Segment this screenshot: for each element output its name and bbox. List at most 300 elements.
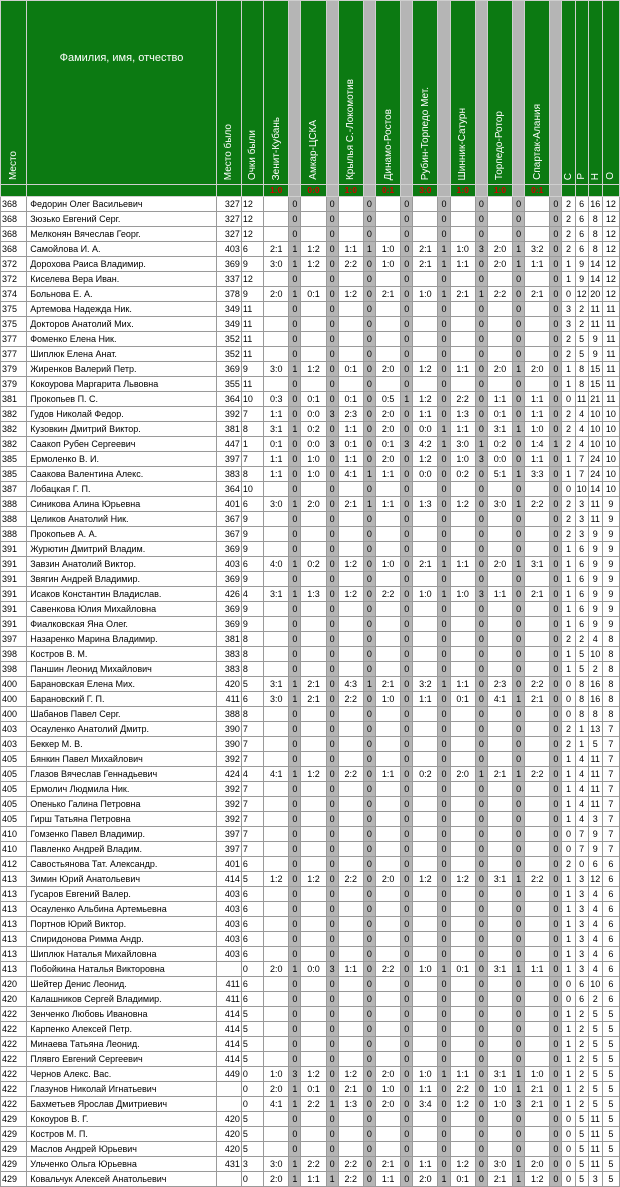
name-cell: Прокопьев А. А. [27, 527, 217, 542]
forecast-points-cell: 0 [289, 227, 301, 242]
forecast-points-cell: 1 [401, 392, 413, 407]
forecast-points-cell: 0 [289, 632, 301, 647]
forecast-points-cell: 0 [438, 527, 450, 542]
stat-cell: 2 [562, 242, 575, 257]
forecast-points-cell: 0 [475, 947, 487, 962]
name-cell: Фиалковская Яна Олег. [27, 617, 217, 632]
forecast-cell: 0:1 [487, 407, 512, 422]
stat-cell: 5 [602, 1127, 619, 1142]
forecast-points-cell: 1 [289, 362, 301, 377]
prev-place-cell: 403 [216, 242, 241, 257]
forecast-cell: 0:2 [301, 422, 326, 437]
forecast-cell: 3:1 [487, 422, 512, 437]
forecast-cell [413, 842, 438, 857]
forecast-cell [413, 482, 438, 497]
stat-cell: 5 [602, 1112, 619, 1127]
forecast-points-cell: 0 [401, 707, 413, 722]
prev-place-cell: 364 [216, 392, 241, 407]
stat-cell: 7 [602, 767, 619, 782]
stat-cell: 2 [575, 1082, 588, 1097]
forecast-cell: 3:1 [487, 962, 512, 977]
col-prev-points [241, 1, 263, 185]
prev-points-cell: 11 [241, 347, 263, 362]
forecast-cell: 1:2 [338, 587, 363, 602]
stat-cell: 6 [602, 887, 619, 902]
table-row [1, 872, 620, 887]
stat-cell: 1 [562, 1067, 575, 1082]
forecast-points-cell: 0 [289, 932, 301, 947]
forecast-points-cell: 1 [289, 587, 301, 602]
col-match-points [289, 1, 301, 185]
forecast-points-cell: 0 [438, 377, 450, 392]
forecast-cell [525, 1112, 550, 1127]
forecast-points-cell: 0 [289, 437, 301, 452]
forecast-points-cell: 0 [401, 827, 413, 842]
forecast-cell [375, 197, 400, 212]
prev-points-cell: 11 [241, 302, 263, 317]
forecast-points-cell: 0 [475, 332, 487, 347]
forecast-points-cell: 0 [326, 617, 338, 632]
forecast-cell [450, 722, 475, 737]
forecast-points-cell: 0 [550, 1112, 562, 1127]
forecast-points-cell: 0 [363, 512, 375, 527]
stat-cell: 11 [588, 512, 602, 527]
prev-points-cell: 6 [241, 902, 263, 917]
forecast-cell [413, 917, 438, 932]
table-row [1, 692, 620, 707]
forecast-points-cell: 0 [475, 497, 487, 512]
table-row [1, 887, 620, 902]
prev-points-cell: 3 [241, 1157, 263, 1172]
forecast-points-cell: 0 [363, 602, 375, 617]
forecast-points-cell: 0 [550, 287, 562, 302]
prev-place-cell: 420 [216, 1142, 241, 1157]
forecast-cell: 2:0 [375, 1067, 400, 1082]
stat-cell: 1 [562, 782, 575, 797]
place-cell: 422 [1, 1082, 27, 1097]
forecast-points-cell: 0 [326, 677, 338, 692]
forecast-cell: 4:1 [264, 767, 289, 782]
forecast-cell [375, 1037, 400, 1052]
prev-place-cell: 349 [216, 317, 241, 332]
results-spacer [602, 185, 619, 197]
stat-cell: 10 [588, 977, 602, 992]
forecast-points-cell: 0 [363, 827, 375, 842]
forecast-points-cell: 0 [289, 617, 301, 632]
stat-cell: 5 [575, 1172, 588, 1187]
forecast-cell [487, 932, 512, 947]
forecast-points-cell: 0 [326, 377, 338, 392]
forecast-cell [487, 632, 512, 647]
forecast-points-cell: 0 [363, 1097, 375, 1112]
prev-place-cell: 367 [216, 527, 241, 542]
forecast-cell [338, 1142, 363, 1157]
forecast-cell [301, 272, 326, 287]
forecast-cell [450, 227, 475, 242]
forecast-cell [487, 842, 512, 857]
stat-cell: 0 [562, 1157, 575, 1172]
forecast-cell [413, 752, 438, 767]
forecast-points-cell: 0 [513, 932, 525, 947]
table-header [1, 1, 620, 197]
stat-cell: 6 [575, 542, 588, 557]
prev-place-cell: 369 [216, 542, 241, 557]
stat-cell: 11 [588, 497, 602, 512]
forecast-cell [413, 512, 438, 527]
table-row [1, 1127, 620, 1142]
forecast-points-cell: 1 [289, 692, 301, 707]
prev-points-cell: 4 [241, 767, 263, 782]
forecast-cell [487, 662, 512, 677]
forecast-points-cell: 0 [326, 512, 338, 527]
prev-place-cell: 420 [216, 1112, 241, 1127]
stat-cell: 3 [562, 317, 575, 332]
forecast-points-cell: 0 [513, 947, 525, 962]
col-name: Фамилия, имя, отчество [27, 1, 217, 185]
forecast-points-cell: 0 [363, 1082, 375, 1097]
prev-points-cell: 10 [241, 392, 263, 407]
forecast-cell [413, 617, 438, 632]
forecast-points-cell: 1 [438, 1172, 450, 1187]
forecast-points-cell: 0 [438, 347, 450, 362]
forecast-points-cell: 0 [326, 257, 338, 272]
forecast-points-cell: 0 [550, 1067, 562, 1082]
forecast-points-cell: 0 [326, 722, 338, 737]
forecast-cell [487, 1142, 512, 1157]
forecast-points-cell: 0 [401, 947, 413, 962]
name-cell: Карпенко Алексей Петр. [27, 1022, 217, 1037]
name-cell: Портнов Юрий Виктор. [27, 917, 217, 932]
place-cell: 422 [1, 1037, 27, 1052]
prev-points-cell: 6 [241, 947, 263, 962]
stat-cell: 1 [562, 812, 575, 827]
forecast-points-cell: 0 [363, 1142, 375, 1157]
stat-cell: 3 [575, 917, 588, 932]
stat-cell: 5 [588, 1052, 602, 1067]
forecast-cell [450, 347, 475, 362]
place-cell: 391 [1, 617, 27, 632]
forecast-points-cell: 0 [475, 212, 487, 227]
forecast-cell [525, 482, 550, 497]
forecast-points-cell: 0 [475, 797, 487, 812]
forecast-points-cell: 0 [475, 392, 487, 407]
forecast-points-cell: 0 [513, 827, 525, 842]
forecast-cell [525, 1007, 550, 1022]
forecast-cell [264, 1112, 289, 1127]
forecast-cell: 1:0 [375, 242, 400, 257]
stat-cell: 9 [588, 557, 602, 572]
forecast-cell [487, 737, 512, 752]
forecast-cell: 2:1 [338, 1082, 363, 1097]
forecast-cell: 3:0 [264, 692, 289, 707]
stat-cell: 0 [562, 992, 575, 1007]
forecast-points-cell: 1 [289, 557, 301, 572]
prev-place-cell: 414 [216, 1037, 241, 1052]
forecast-points-cell: 0 [326, 197, 338, 212]
forecast-points-cell: 0 [550, 257, 562, 272]
stat-cell: 7 [602, 812, 619, 827]
forecast-points-cell: 0 [438, 1037, 450, 1052]
forecast-cell [487, 1022, 512, 1037]
forecast-cell [525, 347, 550, 362]
forecast-points-cell: 0 [401, 692, 413, 707]
table-row [1, 407, 620, 422]
table-row [1, 317, 620, 332]
forecast-points-cell: 0 [550, 242, 562, 257]
forecast-cell: 2:0 [487, 557, 512, 572]
name-cell: Саакова Валентина Алекс. [27, 467, 217, 482]
stat-cell: 9 [602, 572, 619, 587]
forecast-cell [487, 977, 512, 992]
forecast-cell [525, 272, 550, 287]
stat-cell: 11 [588, 767, 602, 782]
name-cell: Киселева Вера Иван. [27, 272, 217, 287]
forecast-cell: 2:1 [413, 557, 438, 572]
stat-cell: 9 [588, 332, 602, 347]
stat-cell: 1 [562, 452, 575, 467]
name-cell: Глазунов Николай Игнатьевич [27, 1082, 217, 1097]
prev-place-cell: 388 [216, 707, 241, 722]
table-row [1, 977, 620, 992]
forecast-cell [338, 302, 363, 317]
forecast-cell: 2:1 [413, 242, 438, 257]
name-cell: Целиков Анатолий Ник. [27, 512, 217, 527]
prev-points-cell: 6 [241, 932, 263, 947]
table-row [1, 617, 620, 632]
forecast-cell: 0:1 [301, 1082, 326, 1097]
match-result: 0:1 [525, 185, 550, 197]
forecast-cell [487, 272, 512, 287]
stat-cell: 2 [575, 1037, 588, 1052]
forecast-cell: 2:1 [525, 587, 550, 602]
forecast-points-cell: 0 [475, 752, 487, 767]
forecast-cell [487, 902, 512, 917]
stat-cell: 6 [602, 962, 619, 977]
forecast-points-cell: 0 [475, 692, 487, 707]
forecast-points-cell: 0 [363, 572, 375, 587]
forecast-points-cell: 0 [289, 1127, 301, 1142]
forecast-points-cell: 0 [401, 917, 413, 932]
prev-points-cell: 5 [241, 1007, 263, 1022]
forecast-cell: 2:1 [450, 287, 475, 302]
stat-cell: 4 [575, 782, 588, 797]
stat-cell: 3 [588, 1172, 602, 1187]
forecast-cell: 1:1 [450, 362, 475, 377]
name-cell: Зюзько Евгений Серг. [27, 212, 217, 227]
forecast-points-cell: 1 [513, 692, 525, 707]
forecast-cell [264, 902, 289, 917]
forecast-points-cell: 3 [475, 242, 487, 257]
forecast-points-cell: 0 [438, 332, 450, 347]
forecast-cell [264, 947, 289, 962]
place-cell: 379 [1, 362, 27, 377]
place-cell: 413 [1, 902, 27, 917]
forecast-cell [450, 842, 475, 857]
forecast-cell [264, 512, 289, 527]
forecast-points-cell: 0 [326, 887, 338, 902]
forecast-cell [375, 347, 400, 362]
forecast-cell [338, 1052, 363, 1067]
place-cell: 397 [1, 632, 27, 647]
forecast-cell: 2:0 [375, 422, 400, 437]
forecast-cell [301, 857, 326, 872]
forecast-points-cell: 0 [363, 812, 375, 827]
stat-cell: 9 [588, 347, 602, 362]
forecast-points-cell: 1 [513, 257, 525, 272]
place-cell: 403 [1, 722, 27, 737]
forecast-cell [338, 902, 363, 917]
stat-cell: 2 [588, 662, 602, 677]
prev-points-cell: 7 [241, 722, 263, 737]
forecast-cell [525, 617, 550, 632]
forecast-cell: 1:3 [413, 497, 438, 512]
stat-cell: 8 [602, 632, 619, 647]
forecast-points-cell: 0 [401, 737, 413, 752]
forecast-points-cell: 0 [438, 692, 450, 707]
forecast-cell [301, 512, 326, 527]
stat-cell: 2 [562, 527, 575, 542]
forecast-cell: 2:3 [487, 677, 512, 692]
stat-cell: 6 [575, 212, 588, 227]
forecast-points-cell: 1 [363, 497, 375, 512]
forecast-points-cell: 0 [475, 1082, 487, 1097]
forecast-points-cell: 0 [438, 227, 450, 242]
name-cell: Прокопьев П. С. [27, 392, 217, 407]
prev-place-cell: 369 [216, 602, 241, 617]
prev-points-cell: 4 [241, 587, 263, 602]
name-cell: Лобацкая Г. П. [27, 482, 217, 497]
prev-points-cell: 6 [241, 692, 263, 707]
forecast-cell [338, 977, 363, 992]
forecast-cell: 0:2 [413, 767, 438, 782]
stat-cell: 0 [575, 857, 588, 872]
forecast-cell: 3:4 [413, 1097, 438, 1112]
forecast-cell [264, 317, 289, 332]
stat-cell: 8 [602, 707, 619, 722]
forecast-points-cell: 0 [289, 1142, 301, 1157]
forecast-cell: 0:2 [450, 467, 475, 482]
stat-cell: 3 [575, 902, 588, 917]
table-row [1, 227, 620, 242]
forecast-points-cell: 0 [326, 482, 338, 497]
forecast-cell [264, 1007, 289, 1022]
forecast-points-cell: 0 [289, 707, 301, 722]
forecast-cell [301, 1052, 326, 1067]
forecast-cell: 2:1 [525, 287, 550, 302]
stat-cell: 4 [575, 767, 588, 782]
stat-cell: 3 [588, 812, 602, 827]
forecast-points-cell: 0 [475, 1067, 487, 1082]
forecast-cell [525, 947, 550, 962]
place-cell: 368 [1, 242, 27, 257]
stat-cell: 8 [575, 707, 588, 722]
forecast-points-cell: 0 [475, 977, 487, 992]
name-cell: Ермоленко В. И. [27, 452, 217, 467]
forecast-points-cell: 0 [326, 1082, 338, 1097]
place-cell: 420 [1, 977, 27, 992]
forecast-points-cell: 1 [289, 242, 301, 257]
table-row [1, 1037, 620, 1052]
forecast-cell [525, 752, 550, 767]
prev-points-cell: 6 [241, 857, 263, 872]
forecast-cell [525, 857, 550, 872]
stat-cell: 3 [575, 872, 588, 887]
stat-cell: 2 [575, 1067, 588, 1082]
stat-cell: 9 [602, 497, 619, 512]
stat-cell: 1 [562, 1082, 575, 1097]
stat-cell: 6 [575, 227, 588, 242]
forecast-cell: 1:2 [301, 257, 326, 272]
forecast-cell: 4:1 [264, 1097, 289, 1112]
forecast-points-cell: 0 [550, 647, 562, 662]
forecast-cell [525, 737, 550, 752]
place-cell: 422 [1, 1067, 27, 1082]
forecast-points-cell: 0 [550, 422, 562, 437]
table-row [1, 632, 620, 647]
stat-cell: 1 [575, 722, 588, 737]
forecast-cell [413, 302, 438, 317]
forecast-points-cell: 0 [289, 347, 301, 362]
forecast-cell: 4:0 [264, 557, 289, 572]
forecast-points-cell: 0 [363, 752, 375, 767]
forecast-cell: 2:0 [525, 1157, 550, 1172]
prev-place-cell: 403 [216, 917, 241, 932]
forecast-cell [375, 977, 400, 992]
forecast-points-cell: 0 [363, 1037, 375, 1052]
forecast-points-cell: 0 [475, 857, 487, 872]
stat-cell: 5 [602, 1067, 619, 1082]
stat-cell: 3 [575, 947, 588, 962]
prev-points-cell: 6 [241, 242, 263, 257]
place-cell: 413 [1, 932, 27, 947]
forecast-points-cell: 0 [475, 782, 487, 797]
forecast-cell [338, 542, 363, 557]
forecast-points-cell: 1 [513, 1172, 525, 1187]
forecast-cell [375, 527, 400, 542]
forecast-cell [525, 992, 550, 1007]
stat-cell: 10 [602, 422, 619, 437]
stat-cell: 6 [602, 932, 619, 947]
forecast-cell: 2:2 [301, 1097, 326, 1112]
forecast-points-cell: 1 [438, 437, 450, 452]
forecast-points-cell: 1 [289, 257, 301, 272]
forecast-points-cell: 0 [550, 827, 562, 842]
forecast-cell: 0:1 [338, 437, 363, 452]
place-cell: 429 [1, 1127, 27, 1142]
forecast-points-cell: 0 [438, 722, 450, 737]
forecast-cell [375, 707, 400, 722]
forecast-points-cell: 1 [438, 677, 450, 692]
name-cell: Синикова Алина Юрьевна [27, 497, 217, 512]
stat-cell: 11 [602, 302, 619, 317]
forecast-points-cell: 0 [513, 317, 525, 332]
stat-cell: 8 [588, 212, 602, 227]
forecast-cell: 0:2 [487, 437, 512, 452]
forecast-cell [413, 317, 438, 332]
forecast-points-cell: 1 [363, 467, 375, 482]
forecast-points-cell: 0 [513, 407, 525, 422]
forecast-points-cell: 0 [438, 647, 450, 662]
forecast-cell [375, 782, 400, 797]
table-row [1, 1082, 620, 1097]
place-cell: 410 [1, 827, 27, 842]
forecast-points-cell: 0 [550, 677, 562, 692]
forecast-cell: 1:0 [525, 1067, 550, 1082]
forecast-points-cell: 0 [326, 632, 338, 647]
stat-cell: 6 [575, 587, 588, 602]
forecast-cell [450, 932, 475, 947]
forecast-points-cell: 0 [550, 887, 562, 902]
